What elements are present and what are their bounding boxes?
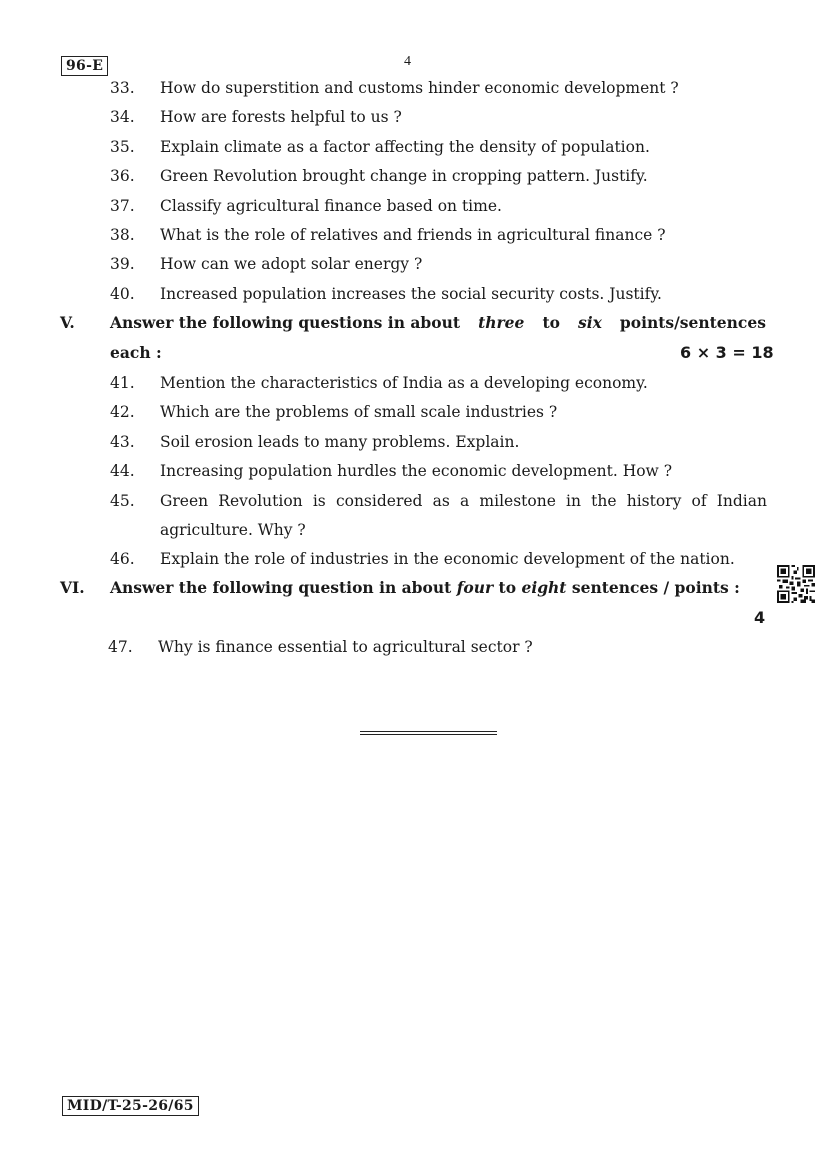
question-text: How do superstition and customs hinder economic development ?: [160, 79, 679, 97]
footer-code: MID/T-25-26/65: [62, 1096, 199, 1116]
question-text-continued: agriculture. Why ?: [160, 521, 306, 539]
section-v-instruction-cont: each :: [110, 343, 162, 362]
question-text: Which are the problems of small scale industries ?: [160, 403, 558, 421]
question-text: How are forests helpful to us ?: [160, 108, 402, 126]
question-number: 39.: [110, 255, 135, 273]
question-number: 47.: [108, 638, 133, 656]
section-v-marks: 6 × 3 = 18: [680, 343, 774, 362]
question-text: How can we adopt solar energy ?: [160, 255, 423, 273]
instruction-emphasis: eight: [521, 578, 567, 597]
question-number: 45.: [110, 492, 135, 510]
question-text: Why is finance essential to agricultural sector ?: [158, 638, 533, 656]
instruction-emphasis: six: [577, 313, 602, 332]
section-vi-roman: VI.: [60, 578, 85, 597]
instruction-text: to: [498, 578, 517, 597]
question-text: Increasing population hurdles the economic development. How ?: [160, 462, 673, 480]
section-v-roman: V.: [60, 313, 75, 332]
question-text: Mention the characteristics of India as a developing economy.: [160, 374, 648, 392]
question-number: 36.: [110, 167, 135, 185]
instruction-text: points/sentences: [619, 313, 766, 332]
question-text: Classify agricultural finance based on time.: [160, 197, 502, 215]
instruction-text: Answer the following questions in about: [110, 313, 461, 332]
question-number: 42.: [110, 403, 135, 421]
qr-code-icon: [777, 565, 815, 603]
question-number: 34.: [110, 108, 135, 126]
question-number: 43.: [110, 433, 135, 451]
section-v-instruction: [110, 313, 766, 333]
page-number: 4: [404, 54, 411, 69]
section-vi-marks: 4: [754, 608, 766, 627]
question-text: Green Revolution is considered as a milestone in the history of Indian: [160, 492, 767, 510]
end-rule: [360, 734, 497, 735]
instruction-text: sentences / points :: [571, 578, 740, 597]
question-number: 33.: [110, 79, 135, 97]
question-number: 40.: [110, 285, 135, 303]
paper-code: 96-E: [61, 56, 108, 76]
question-number: 38.: [110, 226, 135, 244]
question-text: Explain the role of industries in the economic development of the nation.: [160, 550, 735, 568]
question-text: Explain climate as a factor affecting the density of population.: [160, 138, 650, 156]
question-number: 44.: [110, 462, 135, 480]
question-text: Increased population increases the social security costs. Justify.: [160, 285, 662, 303]
question-number: 41.: [110, 374, 135, 392]
instruction-emphasis: three: [478, 313, 525, 332]
instruction-text: Answer the following question in about: [110, 578, 452, 597]
question-number: 35.: [110, 138, 135, 156]
end-rule: [360, 731, 497, 732]
question-text: Green Revolution brought change in cropping pattern. Justify.: [160, 167, 648, 185]
instruction-emphasis: four: [456, 578, 494, 597]
question-text: Soil erosion leads to many problems. Explain.: [160, 433, 520, 451]
instruction-text: to: [542, 313, 560, 332]
question-number: 46.: [110, 550, 135, 568]
section-vi-instruction: [110, 578, 740, 598]
question-number: 37.: [110, 197, 135, 215]
question-text: What is the role of relatives and friends in agricultural finance ?: [160, 226, 666, 244]
